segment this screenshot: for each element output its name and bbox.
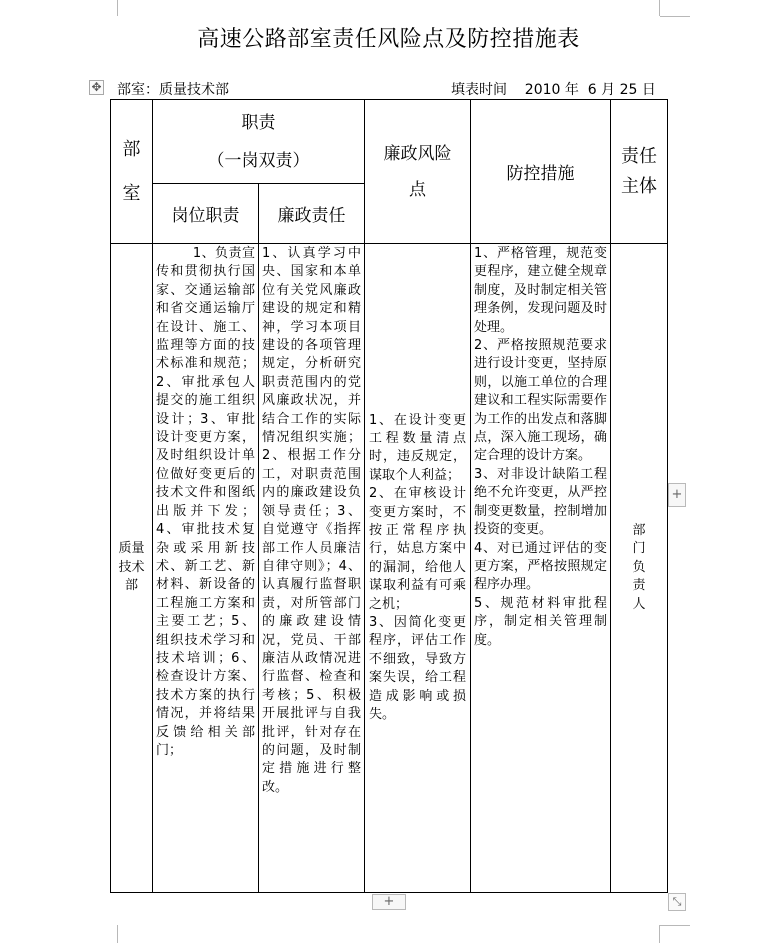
- document-title: 高速公路部室责任风险点及防控措施表: [197, 27, 580, 52]
- header-responsible-party: 责任 主体: [611, 100, 668, 244]
- table-resize-handle-icon[interactable]: ⤡: [668, 893, 686, 911]
- add-column-button[interactable]: +: [668, 483, 686, 507]
- crop-mark-bottom-right-h: [660, 925, 690, 926]
- header-department: 部 室: [111, 100, 153, 244]
- header-integrity-duty: 廉政责任: [259, 184, 365, 244]
- header-position-duty: 岗位职责: [153, 184, 259, 244]
- cell-department: 质量 技术 部: [111, 244, 153, 893]
- crop-mark-bottom-right: [659, 925, 660, 943]
- header-risk-points: 廉政风险 点: [365, 100, 471, 244]
- crop-mark-top-left: [117, 0, 118, 16]
- cell-responsible-party: 部 门 负 责 人: [611, 244, 668, 893]
- crop-mark-bottom-left: [117, 925, 118, 943]
- responsibility-table: [110, 99, 668, 893]
- cell-position-duty: 1、负责宣传和贯彻执行国家、交通运输部和省交通运输厅在设计、施工、监理等方面的技术标准和规范；2、审批承包人提交的施工组织设计；3、审批设计变更方案，及时组织设计单位做好变更后的技术文件和图纸出版并下发；4、审批技术复杂或采用新技术、新工艺、新材料、新设备的工程施工方案和主要工艺；5、组织技术学习和技术培训；6、检查设计方案、技术方案的执行情况，并将结果反馈给相关部门；: [153, 244, 259, 893]
- header-control-measures: 防控措施: [471, 100, 611, 244]
- department-label: 部室：质量技术部: [117, 82, 229, 98]
- add-row-button[interactable]: +: [372, 894, 406, 910]
- cell-risk-points: 1、在设计变更工程数量清点时，违反规定，谋取个人利益； 2、在审核设计变更方案时，不按正常程序执行，姑息方案中的漏洞，给他人谋取利益有可乘之机； 3、因简化变更程序，评估工作不细致，导致方案失误，给工程造成影响或损失。: [365, 244, 471, 893]
- table-move-handle-icon[interactable]: ✥: [89, 80, 104, 95]
- header-duties: 职责 （一岗双责）: [153, 100, 365, 184]
- crop-mark-top-right: [659, 0, 660, 16]
- cell-control-measures: 1、严格管理，规范变更程序，建立健全规章制度，及时制定相关管理条例，发现问题及时处理。 2、严格按照规范要求进行设计变更，坚持原则，以施工单位的合理建议和工程实际需要作为工作的出发点和落脚点，深入施工现场，确定合理的设计方案。 3、对非设计缺陷工程绝不允许变更，从严控制变更数量，控制增加投资的变更。 4、对已通过评估的变更方案，严格按照规定程序办理。 5、规范材料审批程序，制定相关管理制度。: [471, 244, 611, 893]
- fill-date-label: 填表时间 2010 年 6 月 25 日: [451, 82, 656, 98]
- crop-mark-top-right-h: [660, 16, 690, 17]
- cell-integrity-duty: 1、认真学习中央、国家和本单位有关党风廉政建设的规定和精神，学习本项目建设的各项管理规定，分析研究职责范围内的党风廉政状况，并结合工作的实际情况组织实施；2、根据工作分工，对职责范围内的廉政建设负领导责任；3、自觉遵守《指挥部工作人员廉洁自律守则》；4、认真履行监督职责，对所管部门的廉政建设情况，党员、干部廉洁从政情况进行监督、检查和考核；5、积极开展批评与自我批评，针对存在的问题，及时制定措施进行整改。: [259, 244, 365, 893]
